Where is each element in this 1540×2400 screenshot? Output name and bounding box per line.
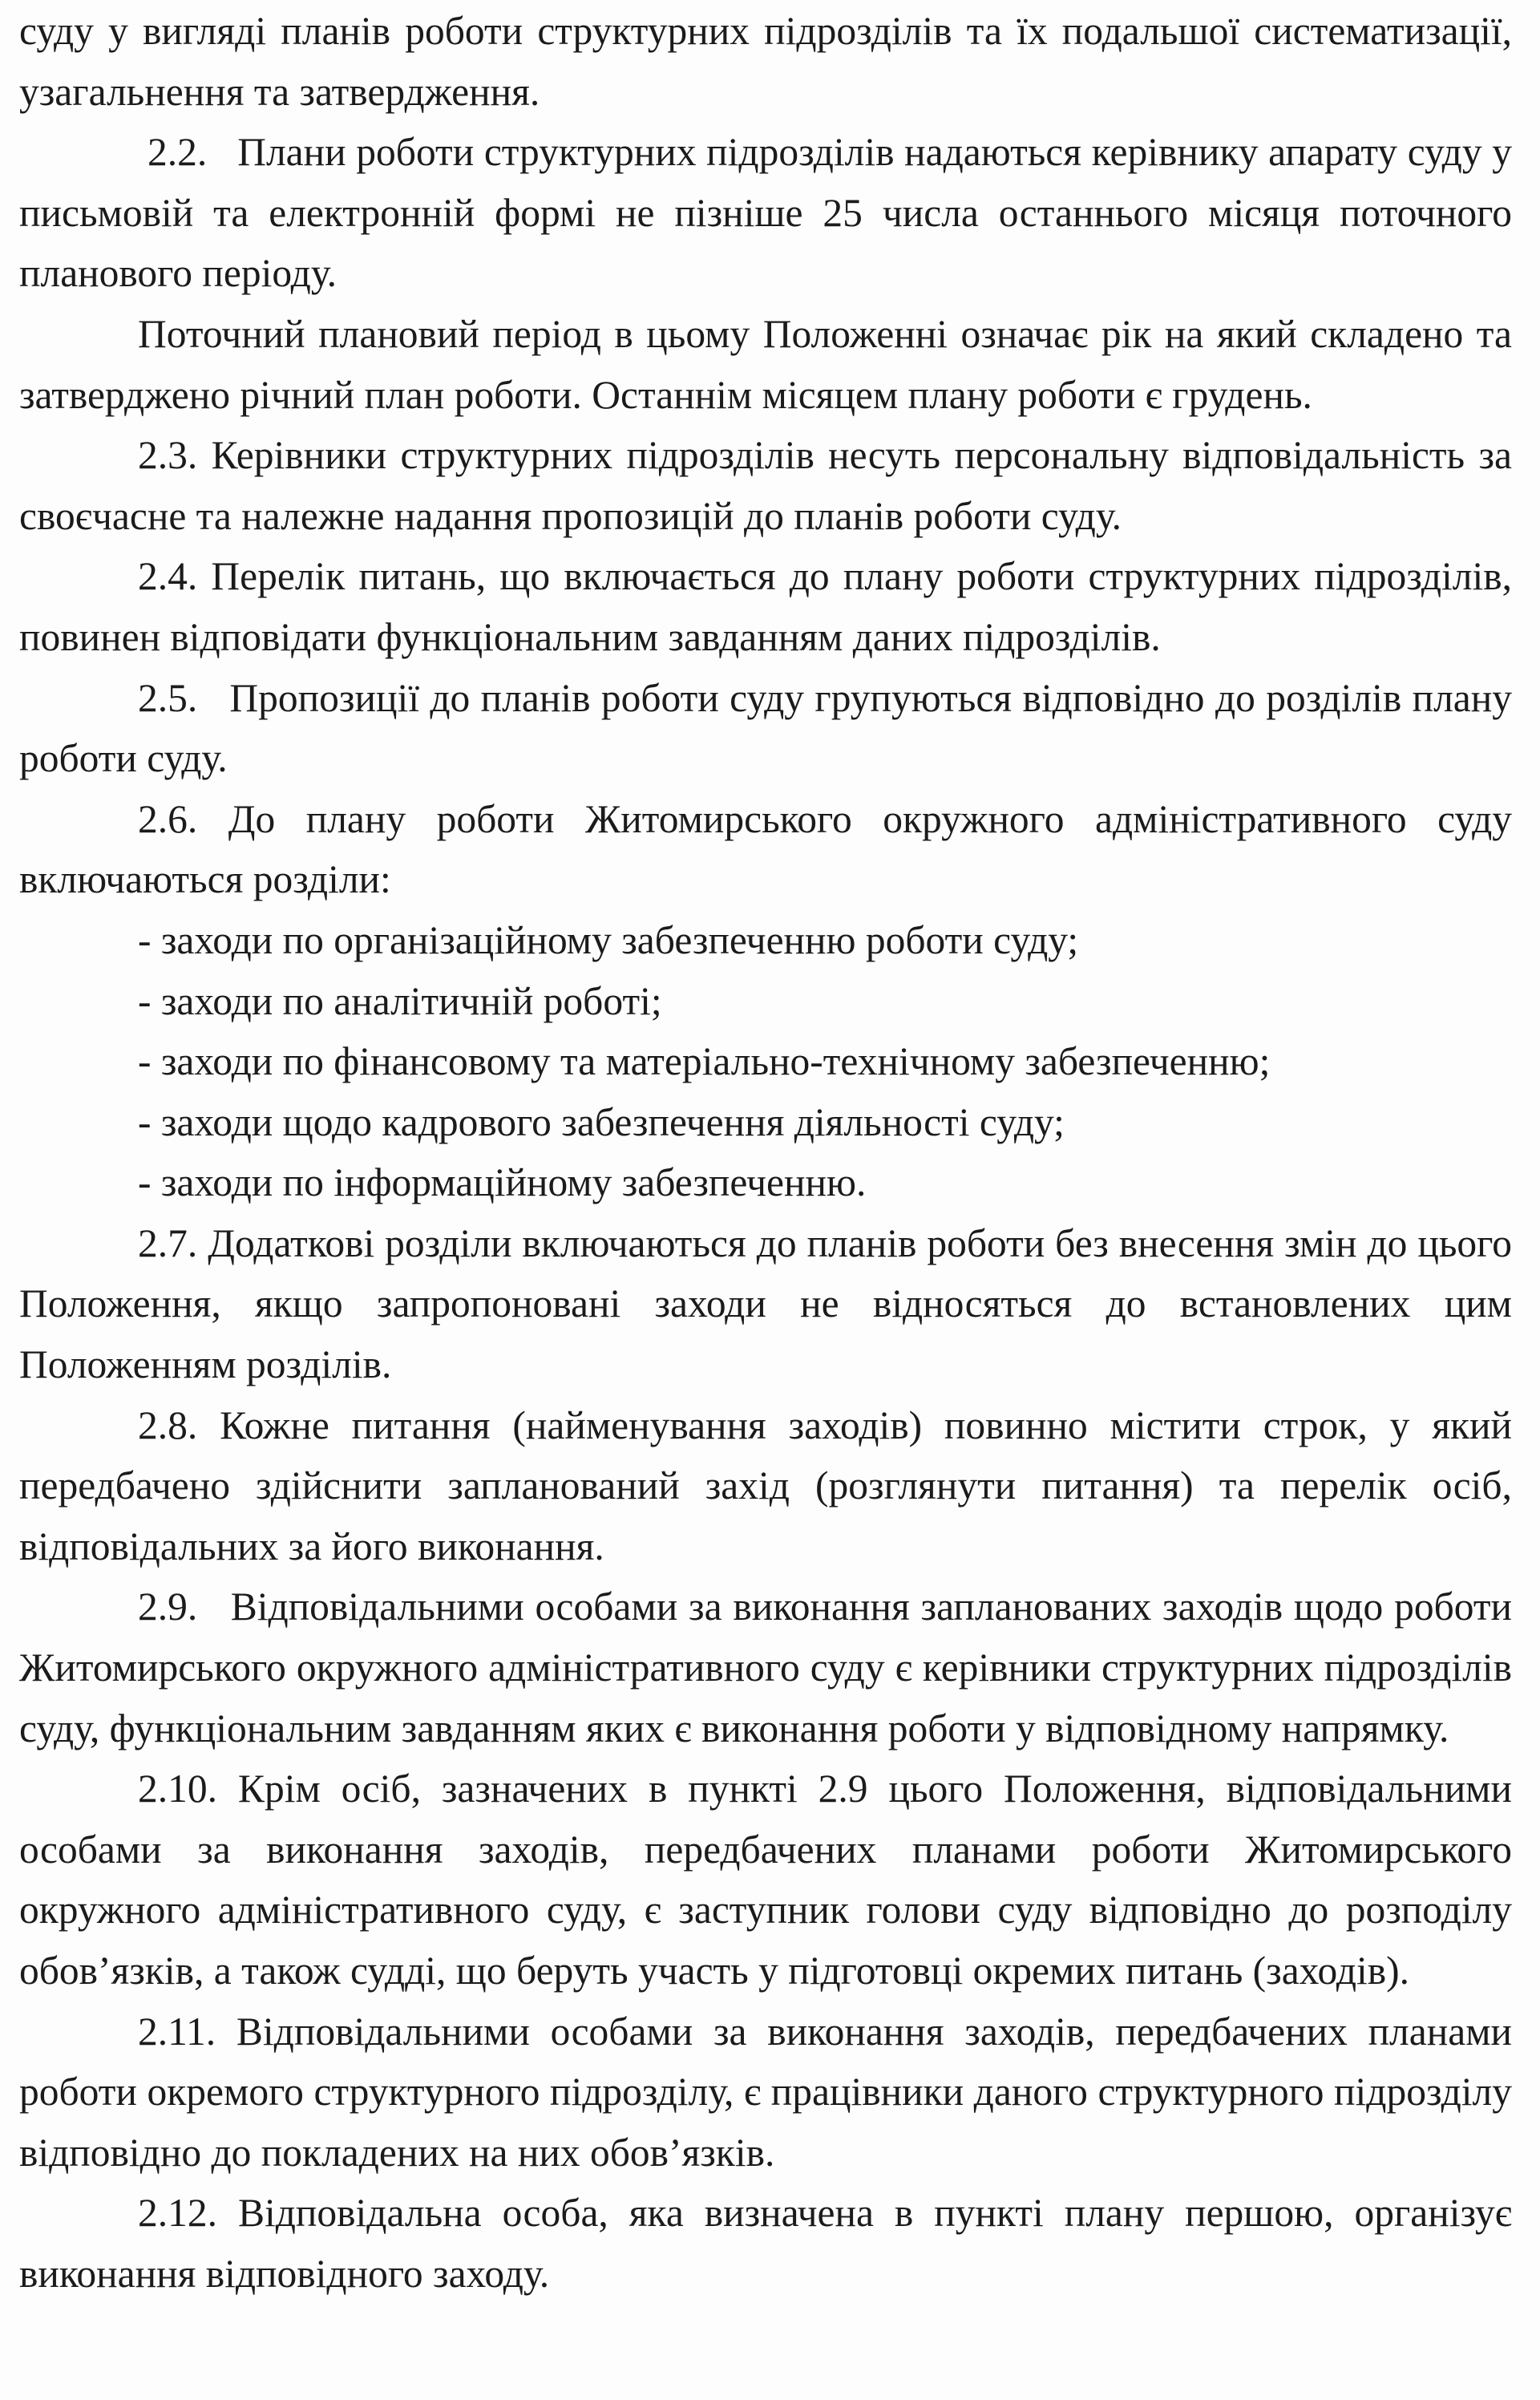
paragraph-text: Відповідальна особа, яка визначена в пункті плану першою, організує виконання відповідного заходу. <box>19 2191 1513 2296</box>
paragraph-text: Поточний плановий період в цьому Положенні означає рік на який складено та затверджено річний план роботи. Останнім місяцем плану роботи є грудень. <box>19 311 1512 417</box>
paragraph-text: Крім осіб, зазначених в пункті 2.9 цього Положення, відповідальними особами за виконання заходів, передбачених планами роботи Житомирського окружного адміністративного суду, є заступник голови суду відповідно до розподілу обов’язків, а також судді, що беруть участь у підготовці окремих питань (заходів). <box>19 1767 1512 1993</box>
paragraph-number: 2.10. <box>138 1767 217 1811</box>
paragraph-text: Перелік питань, що включається до плану роботи структурних підрозділів, повинен відповідати функціональним завданням даних підрозділів. <box>19 554 1512 659</box>
paragraph-number: 2.4. <box>138 554 198 599</box>
paragraph-text: Плани роботи структурних підрозділів надаються керівнику апарату суду у письмовій та електронній формі не пізніше 25 числа останнього місяця поточного планового періоду. <box>19 130 1512 296</box>
paragraph-number: 2.11. <box>138 2009 216 2054</box>
paragraph-2-12 <box>19 2183 1512 2304</box>
paragraph-2-9 <box>19 1576 1512 1759</box>
list-item: - заходи по аналітичній роботі; <box>138 978 662 1023</box>
paragraph-number: 2.8. <box>138 1402 198 1447</box>
paragraph-text: Відповідальними особами за виконання заходів, передбачених планами роботи окремого структурного підрозділу, є працівники даного структурного підрозділу відповідно до покладених на них обов’язків. <box>19 2009 1513 2175</box>
paragraph-2-5 <box>19 668 1512 789</box>
paragraph-number: 2.5. <box>138 675 198 720</box>
paragraph-number: 2.3. <box>138 433 198 478</box>
paragraph-number: 2.9. <box>138 1584 198 1629</box>
paragraph-number: 2.6. <box>138 796 198 841</box>
paragraph-text: Додаткові розділи включаються до планів роботи без внесення змін до цього Положення, якщо запропоновані заходи не відносяться до встановлених цим Положенням розділів. <box>19 1220 1512 1387</box>
paragraph-2-10 <box>19 1759 1512 2001</box>
paragraph-2-4 <box>19 546 1512 667</box>
list-item: - заходи по фінансовому та матеріально-технічному забезпеченню; <box>138 1039 1271 1084</box>
paragraph-number: 2.12. <box>138 2191 217 2236</box>
paragraph-text: Кожне питання (найменування заходів) повинно містити строк, у який передбачено здійснити запланований захід (розглянути питання) та перелік осіб, відповідальних за його виконання. <box>19 1402 1513 1568</box>
paragraph-text: Керівники структурних підрозділів несуть персональну відповідальність за своєчасне та належне надання пропозицій до планів роботи суду. <box>19 433 1513 538</box>
paragraph-2-7 <box>19 1213 1512 1395</box>
paragraph-text: суду у вигляді планів роботи структурних підрозділів та їх подальшої систематизації, узагальнення та затвердження. <box>19 9 1512 114</box>
paragraph-text: До плану роботи Житомирського окружного адміністративного суду включаються розділи: <box>19 796 1513 902</box>
document-body <box>19 1 1512 2305</box>
paragraph-planning-period <box>19 304 1512 425</box>
list-item: - заходи по інформаційному забезпеченню. <box>138 1160 867 1205</box>
paragraph-2-2 <box>19 122 1512 304</box>
paragraph-2-6 <box>19 789 1512 910</box>
paragraph-number: 2.7. <box>138 1220 198 1265</box>
paragraph-number: 2.2. <box>148 130 208 175</box>
paragraph-2-8 <box>19 1395 1512 1577</box>
paragraph-continuation <box>19 1 1512 122</box>
paragraph-text: Відповідальними особами за виконання запланованих заходів щодо роботи Житомирського окружного адміністративного суду є керівники структурних підрозділів суду, функціональним завданням яких є виконання роботи у відповідному напрямку. <box>19 1584 1512 1750</box>
paragraph-2-11 <box>19 2001 1512 2183</box>
paragraph-2-3 <box>19 425 1512 546</box>
paragraph-text: Пропозиції до планів роботи суду групуються відповідно до розділів плану роботи суду. <box>19 675 1512 781</box>
list-item: - заходи щодо кадрового забезпечення діяльності суду; <box>138 1099 1065 1144</box>
list-item: - заходи по організаційному забезпеченню роботи суду; <box>138 917 1079 962</box>
